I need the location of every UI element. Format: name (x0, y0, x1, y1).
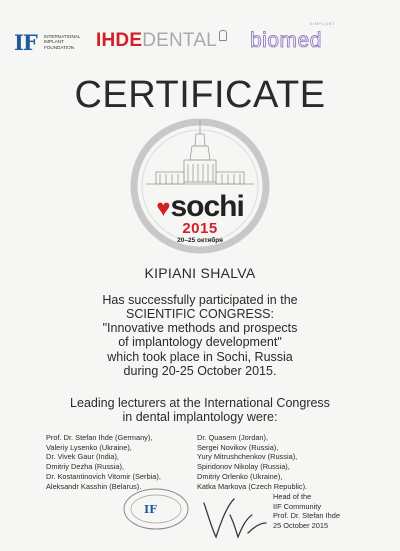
sochi-emblem (124, 116, 276, 256)
signatory-line: Prof. Dr. Stefan Ihde (273, 511, 340, 521)
body-line: of implantology development" (118, 335, 282, 349)
lecturer-name: Yury Mitrushchenkov (Russia), (197, 452, 298, 462)
lecturer-name: Dmitriy Orlenko (Ukraine), (197, 471, 283, 481)
emblem-year: 2015 (182, 220, 218, 237)
lecturer-name: Aleksandr Kasshin (Belarus). (46, 481, 142, 491)
lecturer-name: Sergei Novikov (Russia), (197, 442, 279, 452)
body-line: which took place in Sochi, Russia (107, 350, 293, 364)
biomed-logo-text: biomed (250, 29, 322, 52)
lecturers-heading: Leading lecturers at the International Congress (70, 396, 330, 410)
biomed-logo (250, 22, 336, 53)
handwritten-signature (190, 493, 270, 545)
iif-logo-line: FOUNDATION (44, 44, 75, 50)
ihde-logo-gray-text: DENTAL (142, 30, 217, 51)
iif-logo-line: INTERNATIONAL (44, 34, 81, 39)
emblem-word: sochi (170, 190, 244, 223)
signatory-block (273, 492, 340, 531)
body-line: during 20-25 October 2015. (123, 364, 277, 378)
heart-icon: ♥ (156, 195, 170, 222)
lecturers-right-column (197, 433, 307, 491)
body-line: SCIENTIFIC CONGRESS: (126, 307, 274, 321)
body-line: "Innovative methods and prospects (102, 321, 298, 335)
svg-text:IF: IF (144, 503, 157, 516)
ihde-dental-logo (96, 30, 227, 52)
certificate-title: CERTIFICATE (74, 74, 326, 116)
body-line: Has successfully participated in the (102, 293, 298, 307)
emblem-sochi-word (124, 190, 276, 224)
lecturer-name: Prof. Dr. Stefan Ihde (Germany), (46, 433, 153, 442)
recipient-name: KIPIANI SHALVA (144, 265, 256, 281)
iif-logo-text (44, 34, 80, 50)
lecturer-name: Katka Markova (Czech Republic). (197, 481, 308, 491)
emblem-dates: 20–25 октября (177, 237, 223, 244)
lecturers-left-column (46, 433, 161, 491)
signatory-line: 25 October 2015 (273, 521, 329, 531)
lecturer-name: Dr. Quasem (Jordan), (197, 433, 269, 442)
tooth-icon (219, 30, 227, 41)
lecturer-name: Dmitriy Dezha (Russia), (46, 462, 125, 472)
ihde-logo-red-text: IHDE (96, 30, 143, 51)
lecturer-name: Dr. Kostantinovich Vitomir (Serbia), (46, 471, 161, 481)
iif-logo-mark: IF (14, 30, 37, 55)
biomed-logo-tag: SIMPLANT (310, 22, 336, 26)
lecturer-name: Spiridonov Nikolay (Russia), (197, 462, 290, 472)
lecturer-name: Valeriy Lysenko (Ukraine), (46, 442, 132, 452)
official-stamp (122, 486, 190, 532)
signatory-line: IIF Community (273, 501, 322, 511)
iif-logo-line: IMPLANT (44, 39, 64, 45)
lecturer-name: Dr. Vivek Gaur (India), (46, 452, 119, 462)
lecturers-heading: in dental implantology were: (122, 410, 278, 424)
signatory-line: Head of the (273, 492, 312, 501)
